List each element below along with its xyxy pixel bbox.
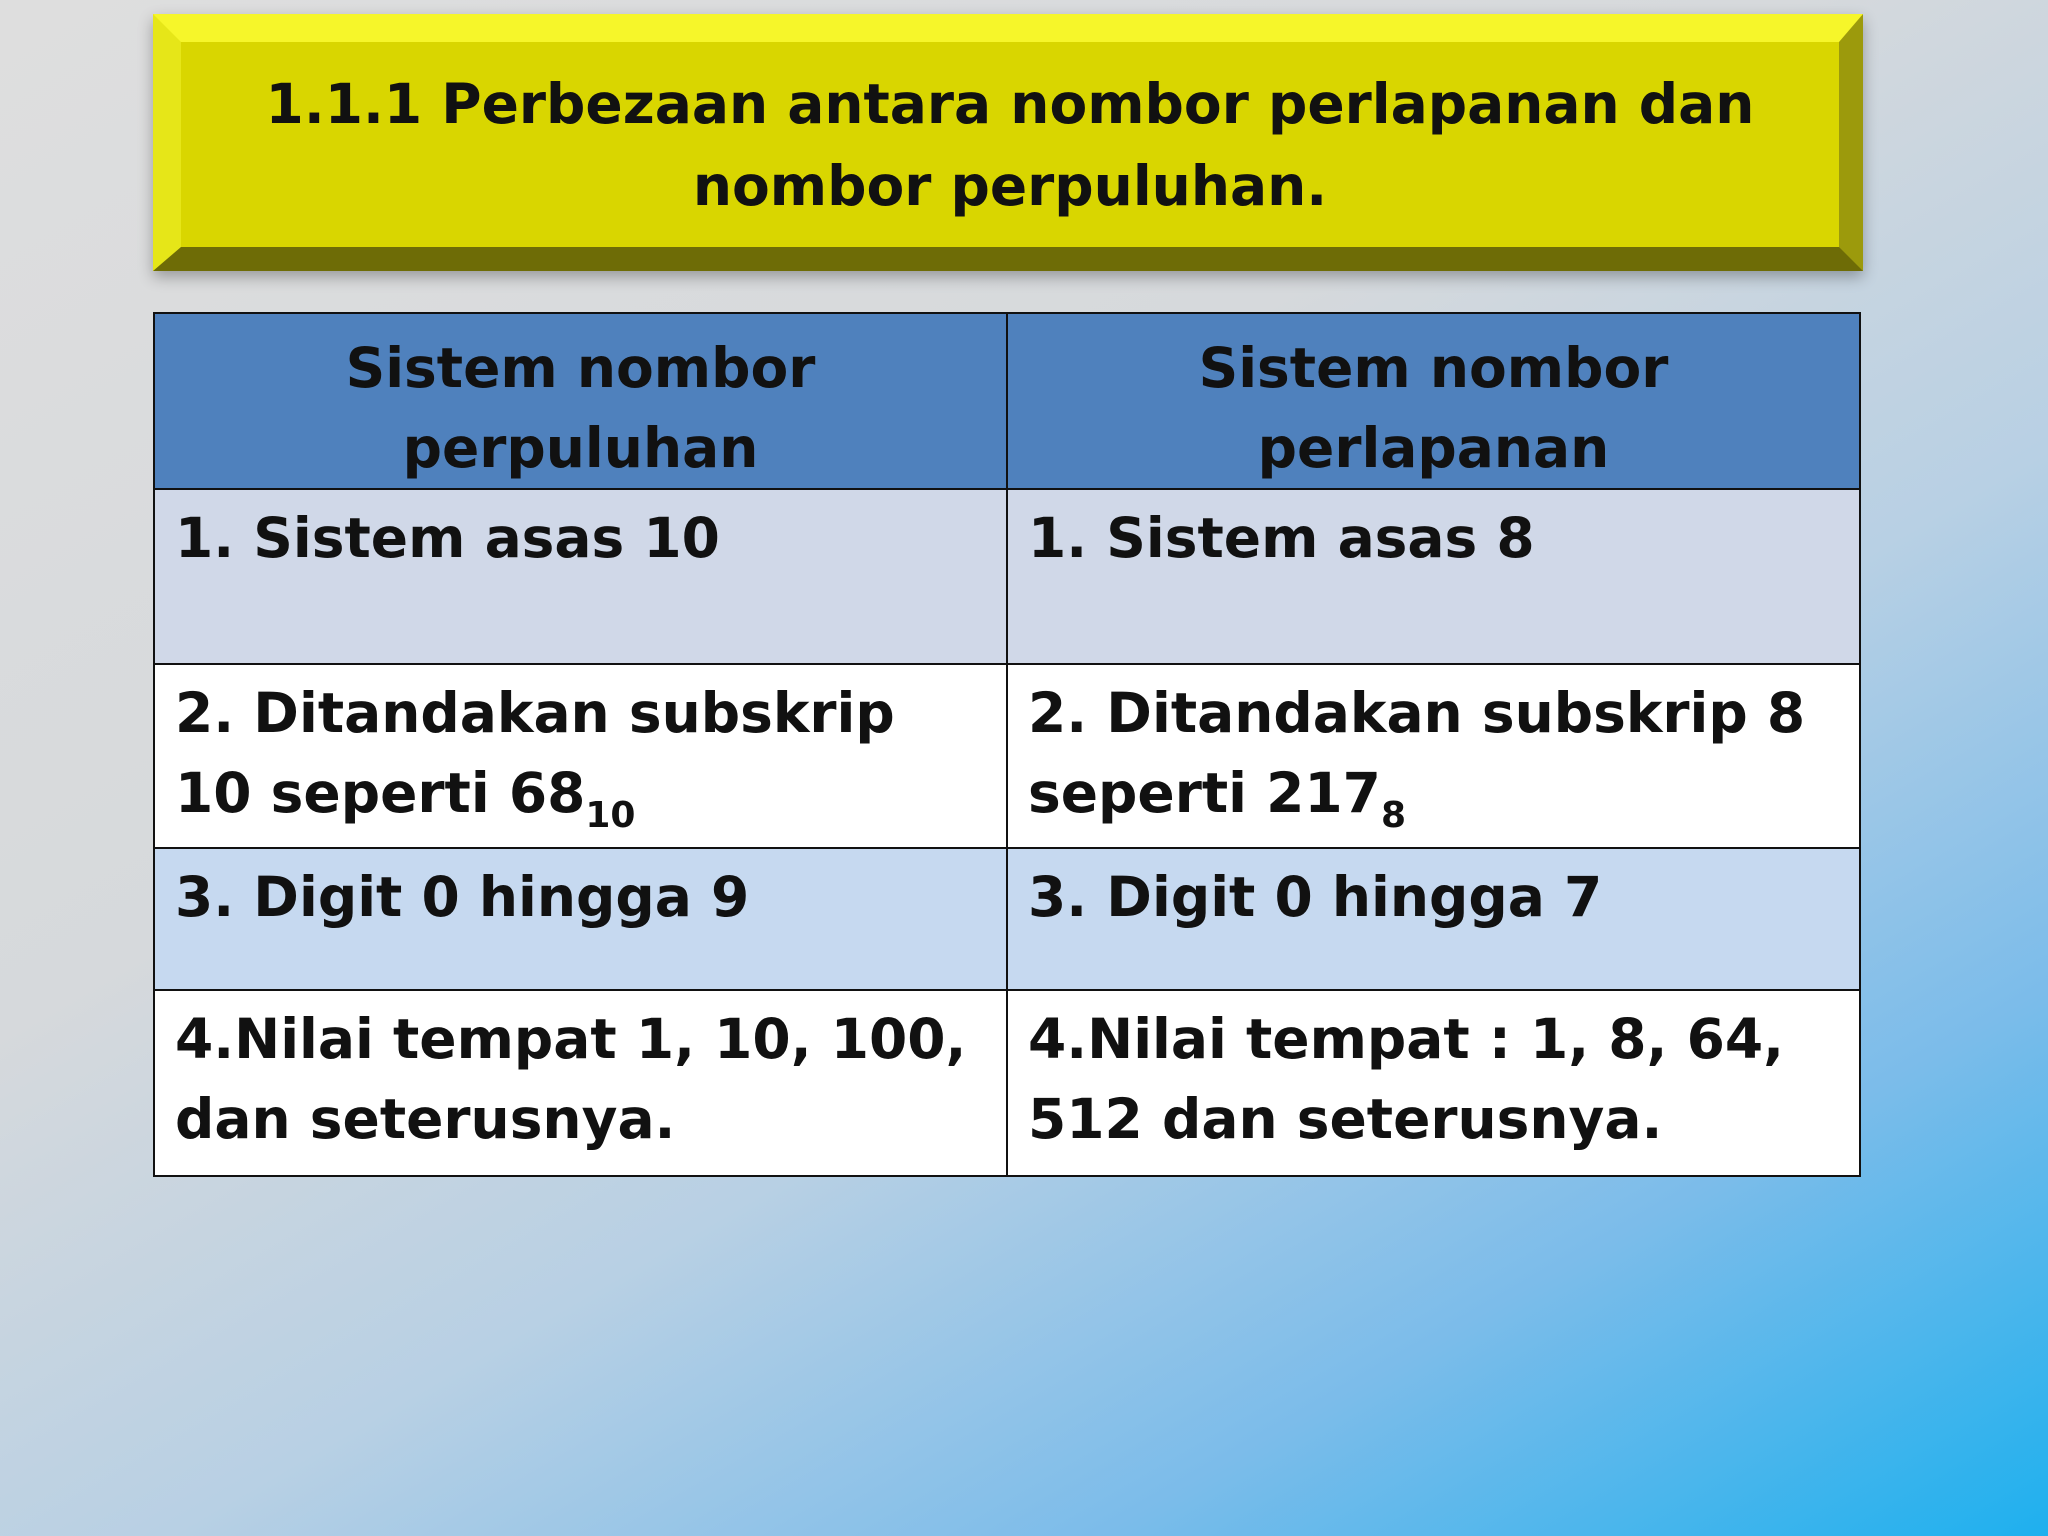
header-octal-system: Sistem nombor perlapanan xyxy=(1007,313,1860,489)
table-row xyxy=(154,848,1860,990)
table-row xyxy=(154,990,1860,1176)
cell-decimal-place-values xyxy=(154,990,1007,1176)
cell-text: 2. Ditandakan subskrip 10 seperti 68 xyxy=(175,681,895,825)
cell-text: 4.Nilai tempat : 1, 8, 64, 512 dan seterusnya. xyxy=(1028,1007,1785,1151)
subscript-8: 8 xyxy=(1380,795,1406,837)
cell-octal-place-values xyxy=(1007,990,1860,1176)
cell-decimal-base xyxy=(154,489,1007,664)
comparison-table xyxy=(153,312,1861,1177)
cell-text: 4.Nilai tempat 1, 10, 100, dan seterusnya. xyxy=(175,1007,967,1151)
cell-text: 1. Sistem asas 8 xyxy=(1028,506,1535,570)
cell-text: 3. Digit 0 hingga 9 xyxy=(175,865,750,929)
table-row xyxy=(154,489,1860,664)
cell-decimal-digits xyxy=(154,848,1007,990)
cell-text: 2. Ditandakan subskrip 8 seperti 217 xyxy=(1028,681,1806,825)
cell-octal-subscript xyxy=(1007,664,1860,848)
cell-octal-digits xyxy=(1007,848,1860,990)
slide-title-box xyxy=(153,14,1863,271)
cell-text: 1. Sistem asas 10 xyxy=(175,506,720,570)
table-row xyxy=(154,664,1860,848)
table-header-row xyxy=(154,313,1860,489)
subscript-10: 10 xyxy=(585,795,636,837)
cell-octal-base xyxy=(1007,489,1860,664)
cell-decimal-subscript xyxy=(154,664,1007,848)
cell-text: 3. Digit 0 hingga 7 xyxy=(1028,865,1603,929)
slide-title: 1.1.1 Perbezaan antara nombor perlapanan dan nombor perpuluhan. xyxy=(265,71,1755,218)
header-decimal-system: Sistem nombor perpuluhan xyxy=(154,313,1007,489)
